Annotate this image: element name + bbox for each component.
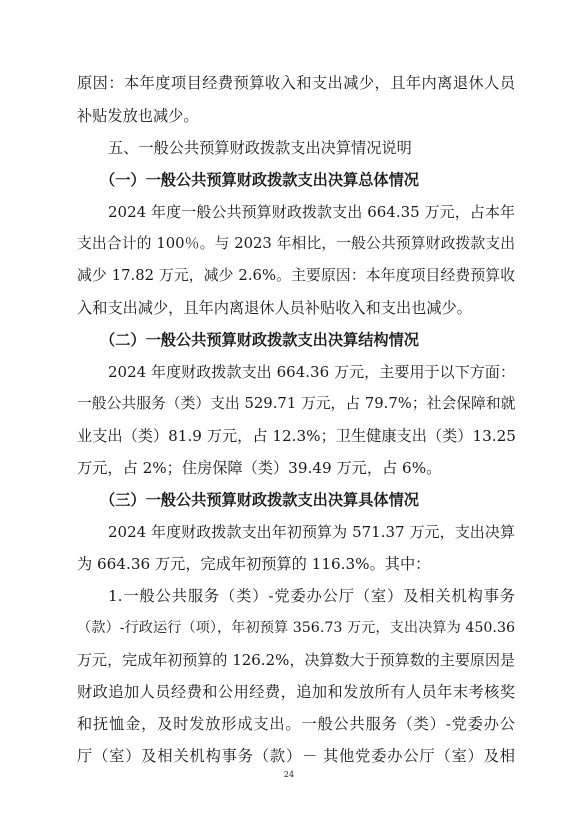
paragraph-line: 2024 年度财政拨款支出年初预算为 571.37 万元，支出决算 (108, 523, 515, 541)
paragraph-line: 减少 17.82 万元，减少 2.6%。主要原因：本年度项目经费预算收 (77, 267, 515, 284)
paragraph-line: 财政追加人员经费和公用经费，追加和发放所有人员年末考核奖 (77, 683, 515, 701)
paragraph-line: 为 664.36 万元，完成年初预算的 116.3%。其中： (77, 555, 431, 573)
paragraph-line: 一般公共服务（类）支出 529.71 万元，占 79.7%；社会保障和就 (77, 395, 516, 412)
section-heading: 五、一般公共预算财政拨款支出决算情况说明 (108, 139, 412, 157)
subsection-heading-1: （一）一般公共预算财政拨款支出决算总体情况 (100, 171, 419, 189)
paragraph-line: 万元，占 2%；住房保障（类）39.49 万元，占 6%。 (77, 459, 442, 477)
subsection-heading-3: （三）一般公共预算财政拨款支出决算具体情况 (100, 491, 419, 509)
paragraph-line: 入和支出减少，且年内离退休人员补贴收入和支出也减少。 (77, 299, 472, 317)
paragraph-line: 和抚恤金，及时发放形成支出。一般公共服务（类）-党委办公 (77, 715, 515, 733)
subsection-heading-2: （二）一般公共预算财政拨款支出决算结构情况 (100, 331, 419, 349)
paragraph-line: 2024 年度财政拨款支出 664.36 万元，主要用于以下方面： (108, 363, 515, 381)
paragraph-line: 业支出（类）81.9 万元，占 12.3%；卫生健康支出（类）13.25 (77, 427, 516, 445)
paragraph-line: （款）-行政运行（项），年初预算 356.73 万元，支出决算为 450.36 (77, 620, 515, 636)
paragraph-line: 2024 年度一般公共预算财政拨款支出 664.35 万元，占本年 (108, 203, 515, 221)
paragraph-line: 1.一般公共服务（类）-党委办公厅（室）及相关机构事务 (108, 587, 515, 605)
paragraph-line: 厅（室）及相关机构事务（款）－ 其他党委办公厅（室）及相 (77, 747, 515, 765)
paragraph-line: 原因：本年度项目经费预算收入和支出减少，且年内离退休人员 (77, 74, 515, 92)
page-number: 24 (283, 770, 295, 779)
paragraph-line: 补贴发放也减少。 (77, 107, 199, 125)
paragraph-line: 支出合计的 100％。与 2023 年相比，一般公共预算财政拨款支出 (77, 235, 515, 252)
paragraph-line: 万元，完成年初预算的 126.2%，决算数大于预算数的主要原因是 (77, 651, 515, 669)
